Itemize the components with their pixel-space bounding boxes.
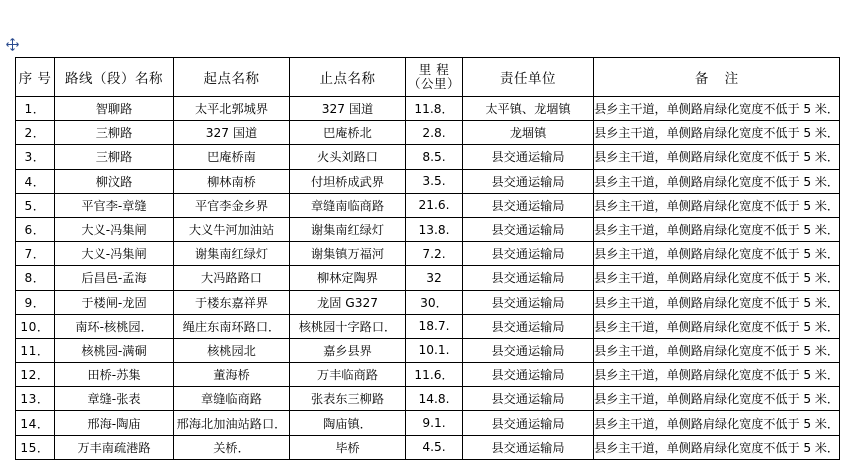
cell-unit: 县交通运输局 [463, 242, 594, 266]
cell-note: 县乡主干道，单侧路肩绿化宽度不低于 5 米． [594, 169, 840, 193]
table-row [16, 411, 840, 435]
cell-note: 县乡主干道，单侧路肩绿化宽度不低于 5 米． [594, 363, 840, 387]
cell-seq: 3． [16, 145, 55, 169]
cell-unit: 县交通运输局 [463, 314, 594, 338]
cell-unit: 县交通运输局 [463, 217, 594, 241]
cell-start: 核桃园北 [174, 338, 290, 362]
road-greening-table-container [15, 57, 839, 460]
cell-mileage: 9.1. [406, 411, 463, 435]
cell-note: 县乡主干道，单侧路肩绿化宽度不低于 5 米． [594, 266, 840, 290]
cell-mileage: 10.1. [406, 338, 463, 362]
cell-seq: 10． [16, 314, 55, 338]
cell-end: 嘉乡县界 [290, 338, 406, 362]
cell-note: 县乡主干道，单侧路肩绿化宽度不低于 5 米． [594, 121, 840, 145]
header-cell-route: 路线（段）名称 [55, 58, 174, 97]
cell-seq: 13． [16, 387, 55, 411]
cell-note: 县乡主干道，单侧路肩绿化宽度不低于 5 米． [594, 387, 840, 411]
cell-note: 县乡主干道，单侧路肩绿化宽度不低于 5 米． [594, 145, 840, 169]
table-row [16, 145, 840, 169]
table-row [16, 242, 840, 266]
table-row [16, 169, 840, 193]
cell-end: 谢集镇万福河 [290, 242, 406, 266]
cell-mileage: 30． [406, 290, 463, 314]
cell-end: 327 国道 [290, 97, 406, 121]
cell-route: 大义-冯集闸 [55, 217, 174, 241]
cell-seq: 8． [16, 266, 55, 290]
cell-end: 万丰临商路 [290, 363, 406, 387]
cell-route: 大义-冯集闸 [55, 242, 174, 266]
table-row [16, 121, 840, 145]
cell-unit: 县交通运输局 [463, 193, 594, 217]
cell-mileage: 13.8. [406, 217, 463, 241]
header-cell-note: 备 注 [594, 58, 840, 97]
header-cell-end: 止点名称 [290, 58, 406, 97]
cell-mileage: 3.5. [406, 169, 463, 193]
cell-route: 核桃园-满硐 [55, 338, 174, 362]
table-row [16, 217, 840, 241]
cell-route: 章缝-张表 [55, 387, 174, 411]
cell-note: 县乡主干道，单侧路肩绿化宽度不低于 5 米． [594, 411, 840, 435]
cell-note: 县乡主干道，单侧路肩绿化宽度不低于 5 米． [594, 435, 840, 459]
header-cell-mileage [406, 58, 463, 97]
cell-seq: 12． [16, 363, 55, 387]
cell-end: 火头刘路口 [290, 145, 406, 169]
cell-seq: 5． [16, 193, 55, 217]
table-row [16, 97, 840, 121]
cell-route: 平官李-章缝 [55, 193, 174, 217]
cell-start: 大冯路路口 [174, 266, 290, 290]
cell-mileage: 32 [406, 266, 463, 290]
cell-mileage: 11.6． [406, 363, 463, 387]
cell-unit: 县交通运输局 [463, 387, 594, 411]
cell-start: 关桥． [174, 435, 290, 459]
header-cell-unit: 责任单位 [463, 58, 594, 97]
cell-mileage: 21.6. [406, 193, 463, 217]
table-row [16, 193, 840, 217]
cell-route: 田桥-苏集 [55, 363, 174, 387]
table-row [16, 387, 840, 411]
cell-end: 龙固 G327 [290, 290, 406, 314]
cell-seq: 11． [16, 338, 55, 362]
table-row [16, 363, 840, 387]
cell-route: 三柳路 [55, 121, 174, 145]
cell-end: 柳林定陶界 [290, 266, 406, 290]
cell-route: 智聊路 [55, 97, 174, 121]
cell-note: 县乡主干道，单侧路肩绿化宽度不低于 5 米． [594, 97, 840, 121]
cell-seq: 6． [16, 217, 55, 241]
header-mileage-line1: 里 程 [418, 61, 450, 77]
cell-route: 万丰南疏港路 [55, 435, 174, 459]
table-row [16, 266, 840, 290]
cell-start: 于楼东嘉祥界 [174, 290, 290, 314]
cell-mileage: 7.2. [406, 242, 463, 266]
cell-start: 大义牛河加油站 [174, 217, 290, 241]
table-row [16, 290, 840, 314]
cell-unit: 县交通运输局 [463, 266, 594, 290]
header-mileage-line2: （公里） [407, 76, 460, 91]
cell-start: 巴庵桥南 [174, 145, 290, 169]
cell-end: 毕桥 [290, 435, 406, 459]
cell-end: 陶庙镇． [290, 411, 406, 435]
cell-mileage: 4.5. [406, 435, 463, 459]
table-row [16, 435, 840, 459]
cell-unit: 县交通运输局 [463, 435, 594, 459]
cell-start: 太平北郭城界 [174, 97, 290, 121]
cell-unit: 县交通运输局 [463, 411, 594, 435]
cell-mileage: 18.7. [406, 314, 463, 338]
cell-end: 章缝南临商路 [290, 193, 406, 217]
header-cell-start: 起点名称 [174, 58, 290, 97]
header-cell-seq: 序 号 [16, 58, 55, 97]
cell-note: 县乡主干道，单侧路肩绿化宽度不低于 5 米． [594, 242, 840, 266]
cell-seq: 15． [16, 435, 55, 459]
cell-unit: 县交通运输局 [463, 338, 594, 362]
cell-unit: 县交通运输局 [463, 145, 594, 169]
move-cross-icon[interactable] [6, 38, 19, 51]
cell-route: 南环-核桃园． [55, 314, 174, 338]
cell-end: 付坦桥成武界 [290, 169, 406, 193]
cell-mileage: 2.8. [406, 121, 463, 145]
cell-seq: 1． [16, 97, 55, 121]
cell-mileage: 8.5. [406, 145, 463, 169]
cell-start: 谢集南红绿灯 [174, 242, 290, 266]
cell-end: 谢集南红绿灯 [290, 217, 406, 241]
cell-start: 绳庄东南环路口． [174, 314, 290, 338]
cell-start: 平官李金乡界 [174, 193, 290, 217]
road-greening-table [15, 57, 840, 460]
cell-seq: 2． [16, 121, 55, 145]
cell-unit: 县交通运输局 [463, 290, 594, 314]
cell-mileage: 11.8． [406, 97, 463, 121]
cell-seq: 4． [16, 169, 55, 193]
cell-unit: 太平镇、龙堌镇 [463, 97, 594, 121]
cell-route: 后昌邑-孟海 [55, 266, 174, 290]
cell-end: 核桃园十字路口． [290, 314, 406, 338]
cell-note: 县乡主干道，单侧路肩绿化宽度不低于 5 米． [594, 338, 840, 362]
cell-seq: 9． [16, 290, 55, 314]
table-header-row [16, 58, 840, 97]
cell-route: 于楼闸-龙固 [55, 290, 174, 314]
cell-start: 董海桥 [174, 363, 290, 387]
cell-mileage: 14.8. [406, 387, 463, 411]
cell-note: 县乡主干道，单侧路肩绿化宽度不低于 5 米． [594, 290, 840, 314]
cell-end: 巴庵桥北 [290, 121, 406, 145]
cell-note: 县乡主干道，单侧路肩绿化宽度不低于 5 米． [594, 314, 840, 338]
cell-note: 县乡主干道，单侧路肩绿化宽度不低于 5 米． [594, 217, 840, 241]
cell-start: 章缝临商路 [174, 387, 290, 411]
cell-seq: 14． [16, 411, 55, 435]
cell-route: 三柳路 [55, 145, 174, 169]
cell-unit: 龙堌镇 [463, 121, 594, 145]
cell-seq: 7． [16, 242, 55, 266]
table-row [16, 338, 840, 362]
cell-start: 327 国道 [174, 121, 290, 145]
table-row [16, 314, 840, 338]
cell-start: 邢海北加油站路口． [174, 411, 290, 435]
cell-unit: 县交通运输局 [463, 169, 594, 193]
cell-start: 柳林南桥 [174, 169, 290, 193]
cell-route: 柳汶路 [55, 169, 174, 193]
cell-unit: 县交通运输局 [463, 363, 594, 387]
cell-route: 邢海-陶庙 [55, 411, 174, 435]
cell-end: 张表东三柳路 [290, 387, 406, 411]
cell-note: 县乡主干道，单侧路肩绿化宽度不低于 5 米． [594, 193, 840, 217]
